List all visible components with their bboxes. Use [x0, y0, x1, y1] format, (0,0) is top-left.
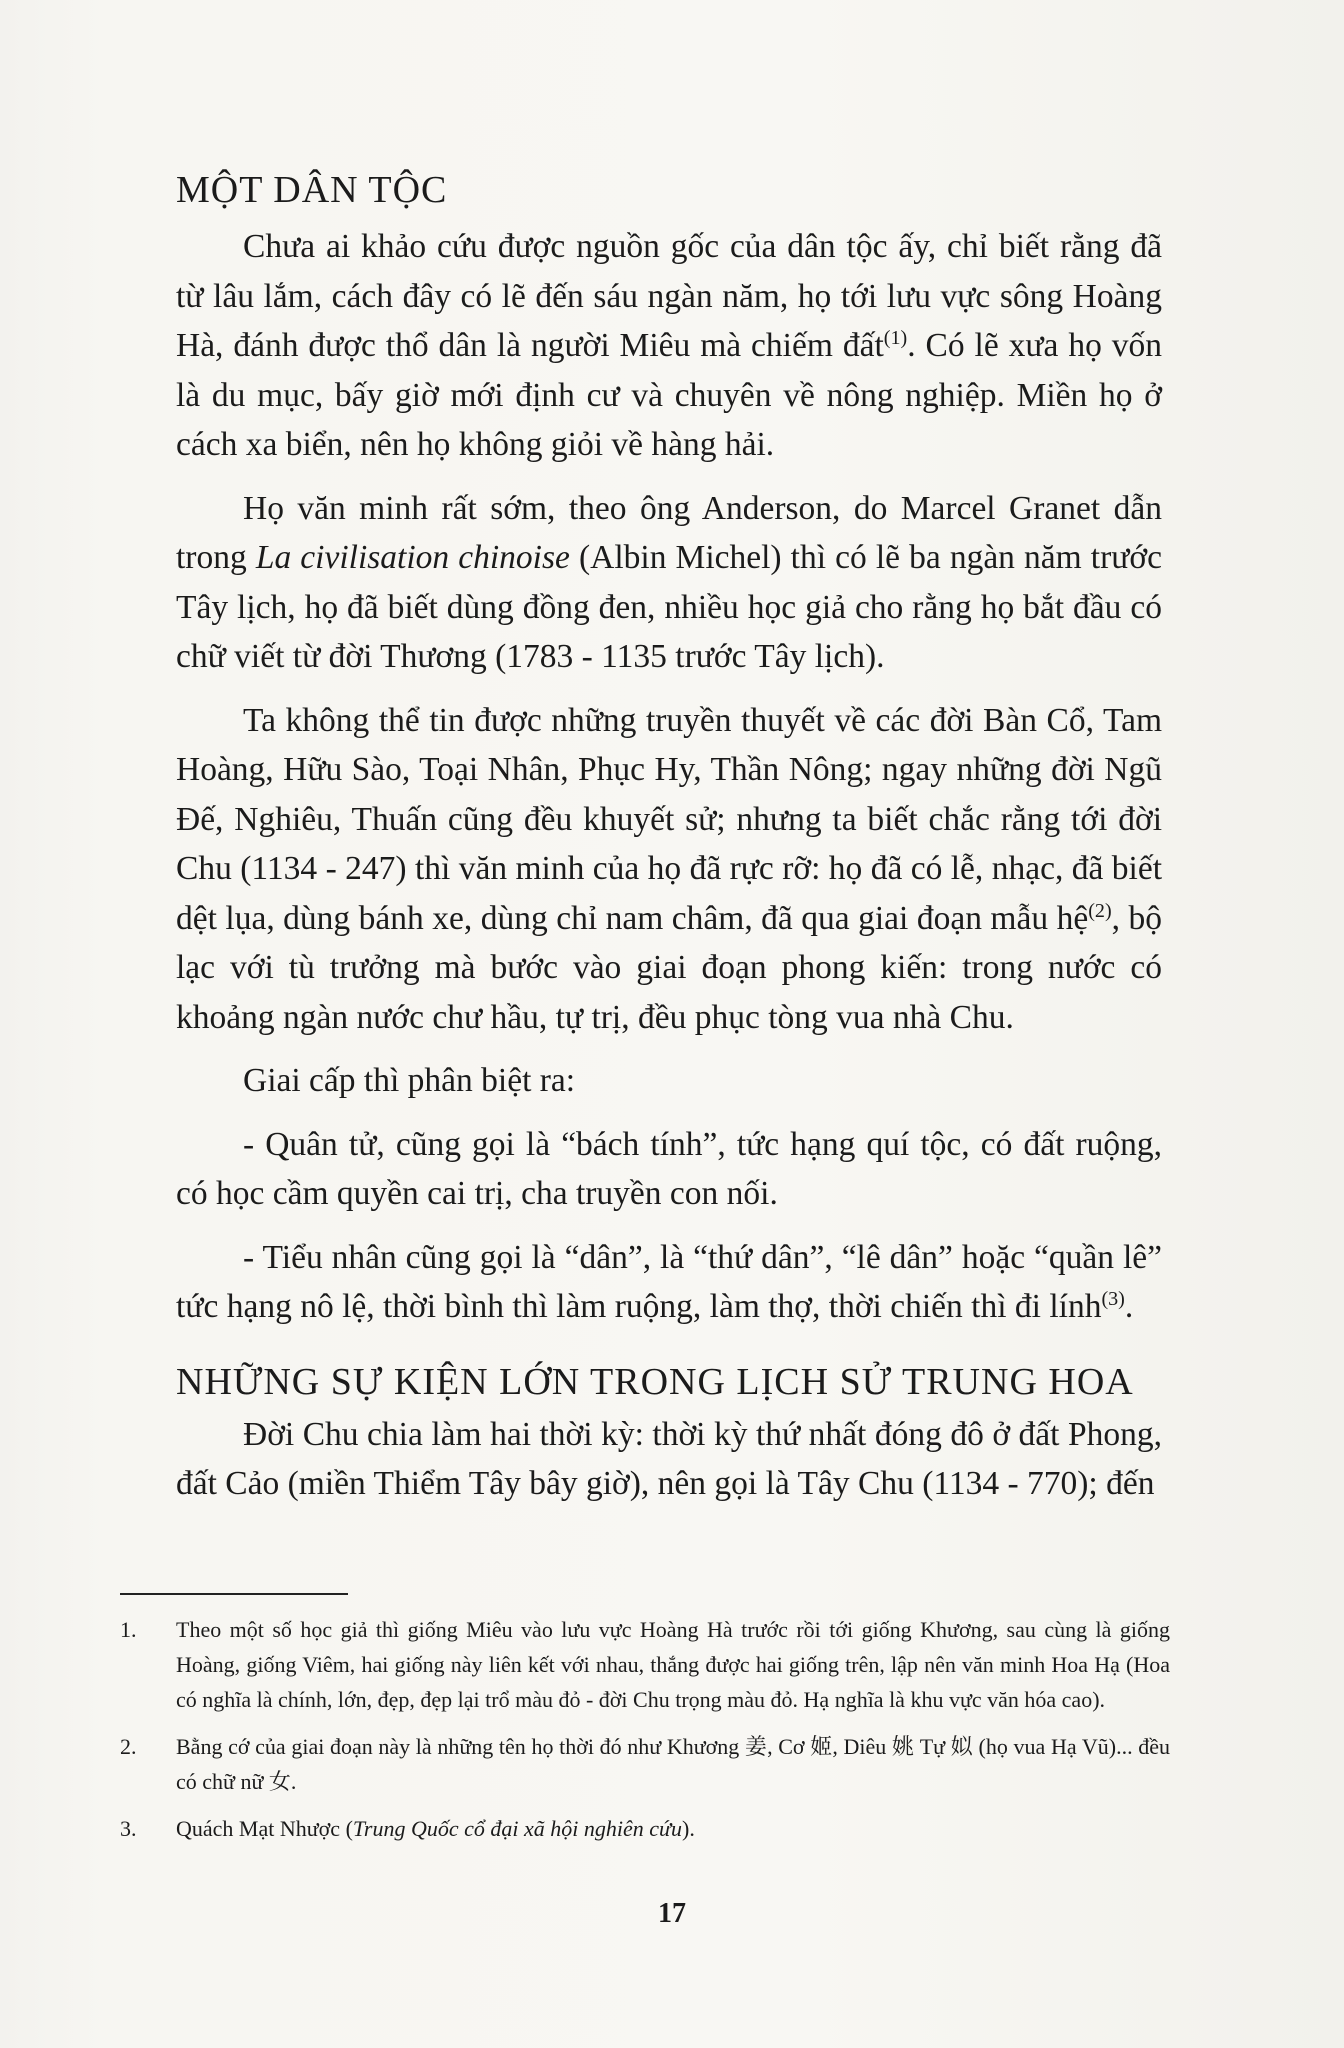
paragraph — [176, 696, 1162, 1043]
paragraph — [176, 484, 1162, 682]
footnote-ref[interactable]: (1) — [883, 326, 908, 349]
list-item — [176, 1233, 1162, 1332]
paragraph-text: , bộ lạc với tù trưởng mà bước vào giai đoạn phong kiến: trong nước có khoảng ngàn nước chư hầu, tự trị, đều phục tòng vua nhà Chu. — [176, 899, 1163, 1036]
paragraph-text: Ta không thể tin được những truyền thuyết về các đời Bàn Cổ, Tam Hoàng, Hữu Sào, Toại Nhân, Phục Hy, Thần Nông; ngay những đời Ngũ Đế, Nghiêu, Thuấn cũng đều khuyết sử; nhưng ta biết chắc rằng tới đời Chu (1134 - 247) thì văn minh của họ đã rực rỡ: họ đã có lễ, nhạc, đã biết dệt lụa, dùng bánh xe, dùng chỉ nam châm, đã qua giai đoạn mẫu hệ — [176, 701, 1162, 937]
footnote — [120, 1811, 1170, 1846]
footnote-ref[interactable]: (3) — [1101, 1287, 1125, 1310]
footnotes — [120, 1612, 1170, 1858]
page-number: 17 — [658, 1898, 686, 1929]
paragraph: Giai cấp thì phân biệt ra: — [243, 1062, 576, 1099]
footnote-divider — [120, 1593, 348, 1595]
main-text-column — [176, 168, 1162, 1523]
paragraph-text: Họ văn minh rất sớm, theo ông Anderson, do Marcel Granet dẫn trong — [176, 489, 1162, 576]
footnote-text-part: Quách Mạt Nhược ( — [176, 1816, 353, 1841]
paragraph-text: - Tiểu nhân cũng gọi là “dân”, là “thứ dân”, “lê dân” hoặc “quần lê” tức hạng nô lệ, thời bình thì làm ruộng, làm thợ, thời chiến thì đi lính — [176, 1238, 1162, 1325]
footnote-number: 2. — [120, 1734, 137, 1759]
paragraph — [176, 222, 1162, 470]
footnote-text: Theo một số học giả thì giống Miêu vào lưu vực Hoàng Hà trước rồi tới giống Khương, sau cùng là giống Hoàng, giống Viêm, hai giống này liên kết với nhau, thắng được hai giống trên, lập nên văn minh Hoa Hạ (Hoa có nghĩa là chính, lớn, đẹp, đẹp lại trổ màu đỏ - đời Chu trọng màu đỏ. Hạ nghĩa là khu vực văn hóa cao). — [176, 1617, 1170, 1712]
footnote — [120, 1612, 1170, 1717]
footnote-ref[interactable]: (2) — [1088, 899, 1112, 922]
section-heading: MỘT DÂN TỘC — [176, 169, 448, 211]
footnote-text: Bằng cớ của giai đoạn này là những tên họ thời đó như Khương 姜, Cơ 姬, Diêu 姚 Tự 姒 (họ vua Hạ Vũ)... đều có chữ nữ 女. — [176, 1734, 1170, 1794]
paragraph-text: Chưa ai khảo cứu được nguồn gốc của dân tộc ấy, chỉ biết rằng đã từ lâu lắm, cách đây có lẽ đến sáu ngàn năm, họ tới lưu vực sông Hoàng Hà, đánh được thổ dân là người Miêu mà chiếm đất — [176, 228, 1162, 364]
footnote-text — [176, 1811, 1170, 1846]
paragraph-text: . Có lẽ xưa họ vốn là du mục, bấy giờ mới định cư và chuyên về nông nghiệp. Miền họ ở cách xa biển, nên họ không giỏi về hàng hải. — [176, 327, 1163, 463]
footnote-book-title: Trung Quốc cổ đại xã hội nghiên cứu — [352, 1816, 683, 1841]
paragraph-text: . — [1124, 1288, 1134, 1325]
footnote — [120, 1729, 1170, 1799]
footnote-number: 3. — [120, 1816, 137, 1841]
book-title: La civilisation chinoise — [255, 539, 570, 576]
footnote-number: 1. — [120, 1617, 137, 1642]
section-heading: NHỮNG SỰ KIỆN LỚN TRONG LỊCH SỬ TRUNG HOA — [176, 1360, 1134, 1403]
list-item: - Quân tử, cũng gọi là “bách tính”, tức hạng quí tộc, có đất ruộng, có học cầm quyền cai trị, cha truyền con nối. — [176, 1125, 1162, 1212]
paragraph: Đời Chu chia làm hai thời kỳ: thời kỳ thứ nhất đóng đô ở đất Phong, đất Cảo (miền Thiểm Tây bây giờ), nên gọi là Tây Chu (1134 - 770); đến — [176, 1415, 1162, 1502]
paragraph-text: (Albin Michel) thì có lẽ ba ngàn năm trước Tây lịch, họ đã biết dùng đồng đen, nhiều học giả cho rằng họ bắt đầu có chữ viết từ đời Thương (1783 - 1135 trước Tây lịch). — [176, 539, 1162, 675]
footnote-text-part: ). — [682, 1816, 695, 1841]
